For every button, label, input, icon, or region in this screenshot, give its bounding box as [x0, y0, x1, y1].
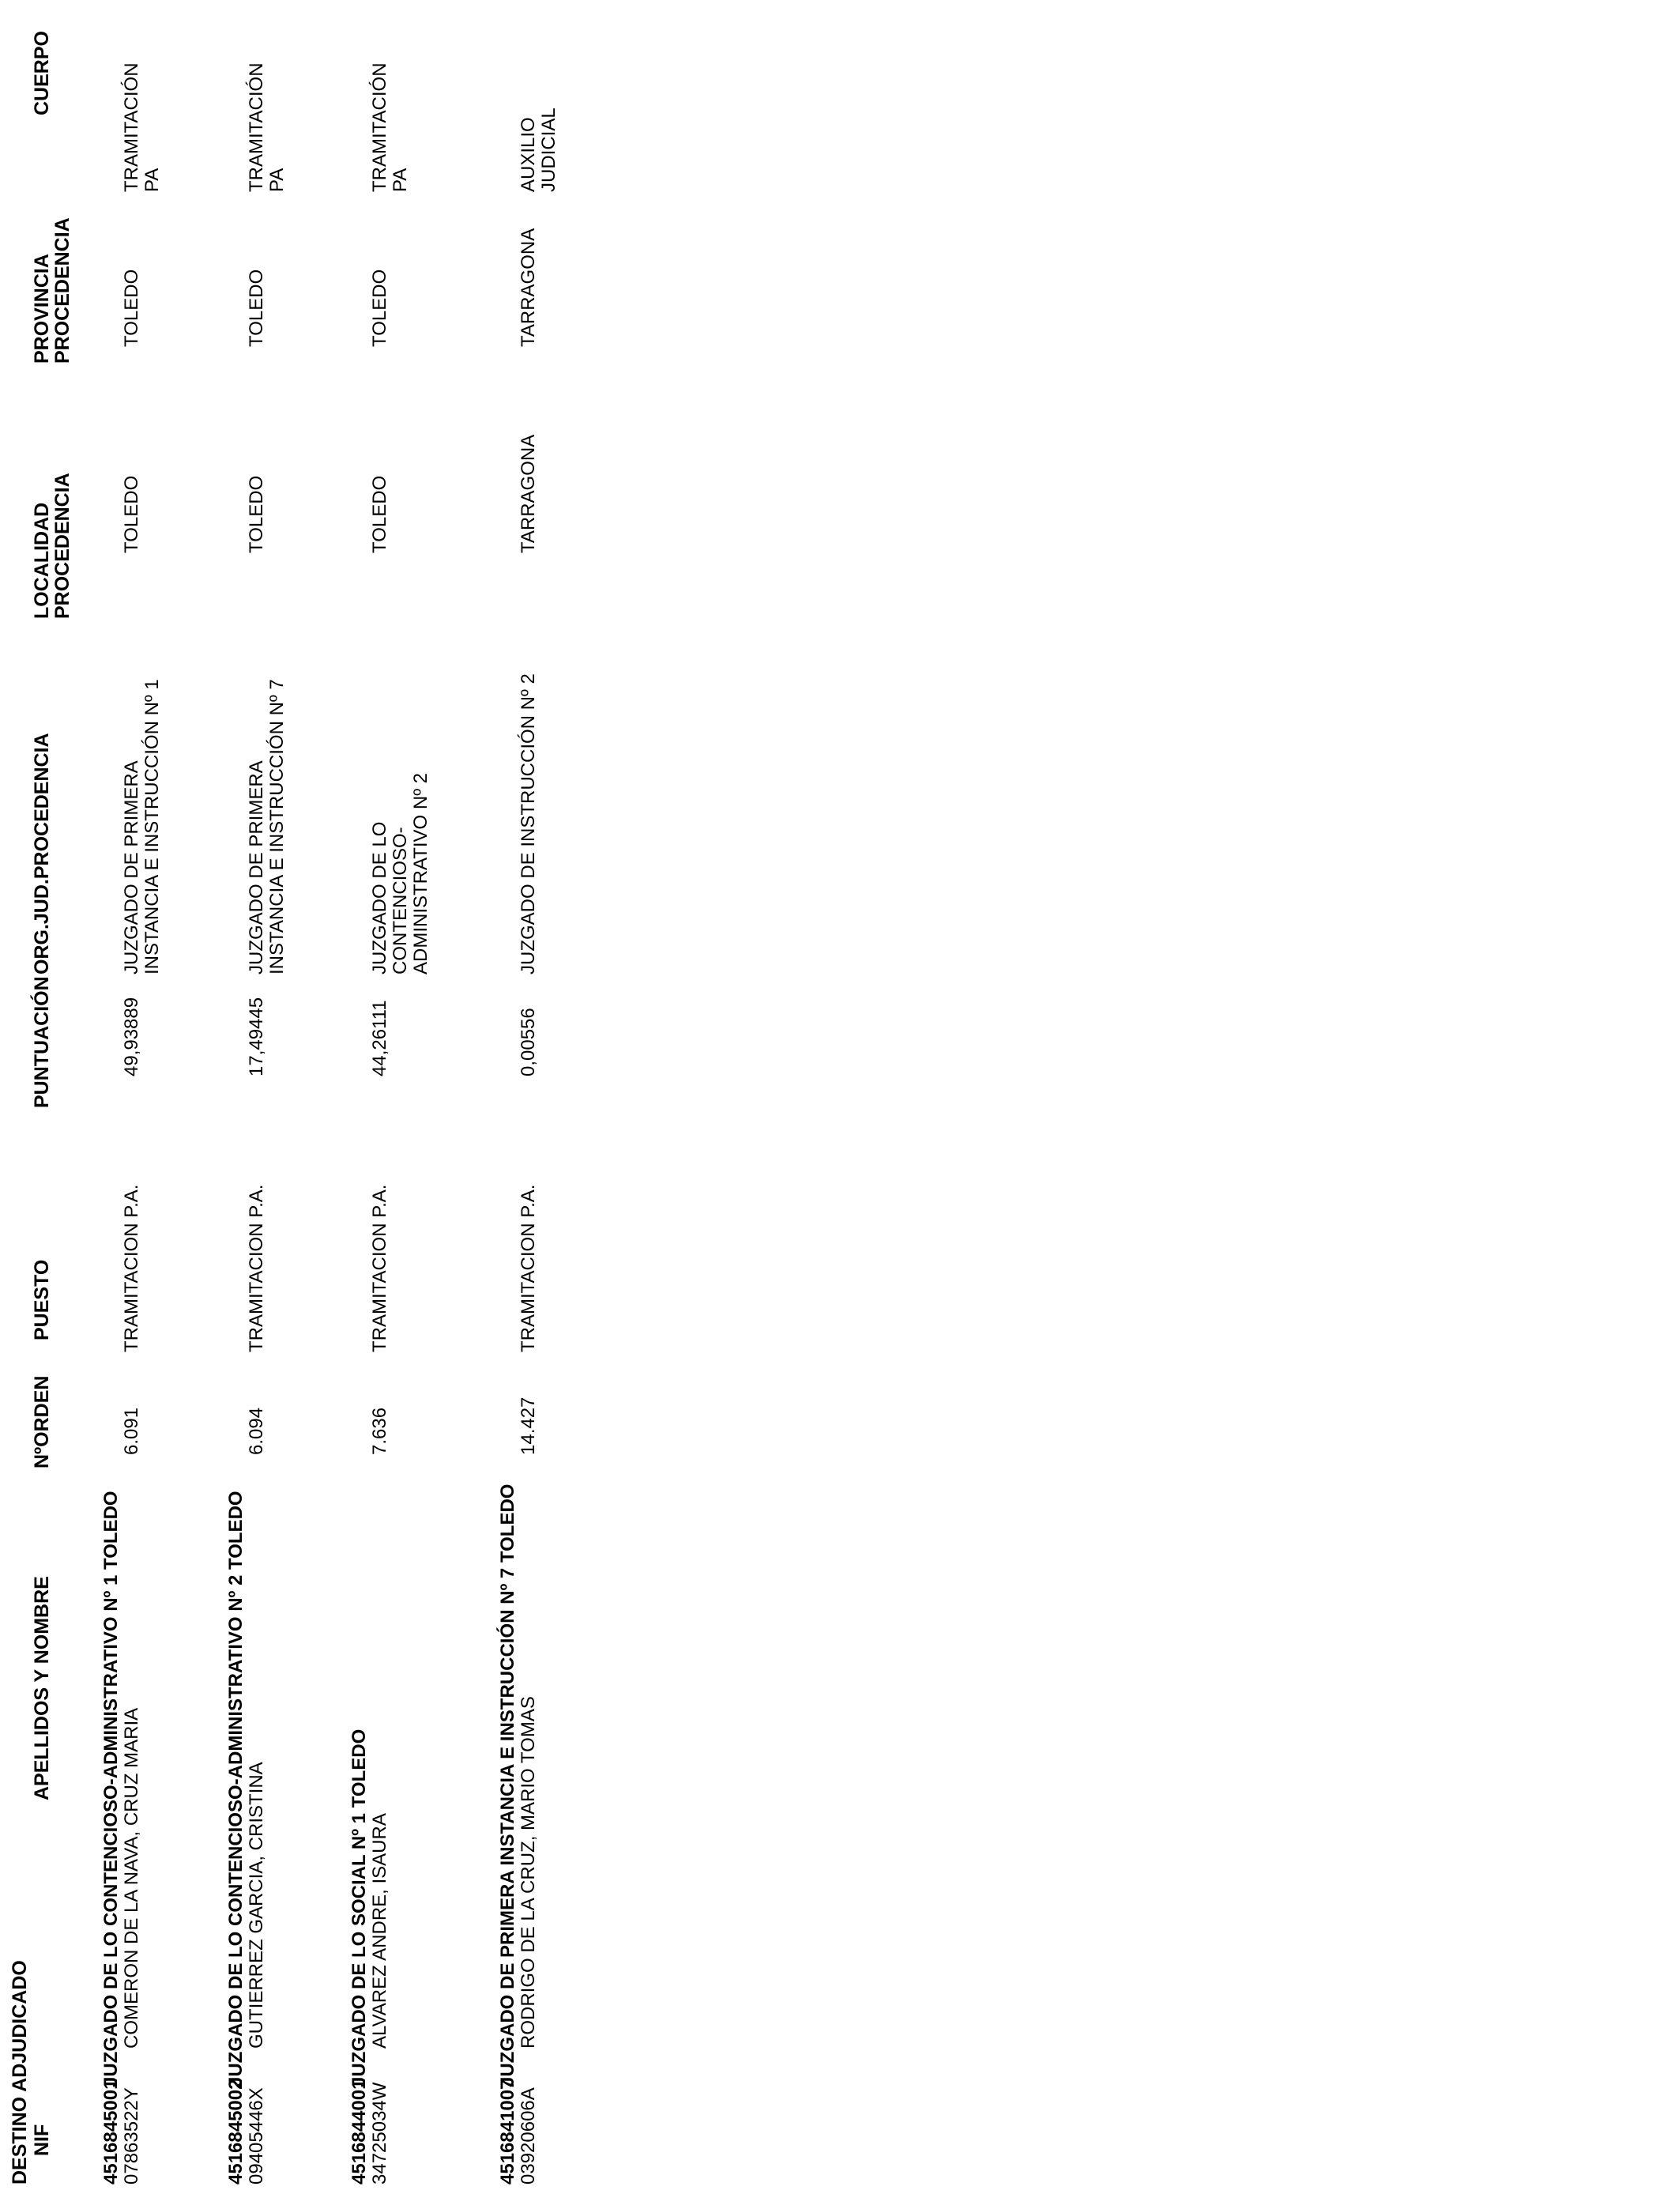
row-puntuacion: 0,00556 [518, 1008, 539, 1076]
row-nif: 03920606A [518, 2087, 539, 2185]
header-cuerpo: CUERPO [31, 31, 53, 115]
row-org: JUZGADO DE INSTRUCCIÓN Nº 2 [518, 673, 539, 974]
group-name: JUZGADO DE LO SOCIAL Nº 1 TOLEDO [348, 1728, 370, 2087]
header-puntuacion: PUNTUACIÓN [31, 976, 53, 1108]
row-cuerpo: TRAMITACIÓN PA [121, 62, 163, 192]
row-provincia: TOLEDO [246, 269, 267, 347]
row-apellidos: COMERON DE LA NAVA, CRUZ MARIA [121, 1707, 142, 2049]
row-puesto: TRAMITACION P.A. [246, 1184, 267, 1352]
header-puesto: PUESTO [31, 1259, 53, 1340]
row-provincia: TOLEDO [369, 269, 390, 347]
row-cuerpo: TRAMITACIÓN PA [246, 62, 288, 192]
header-norden: NºORDEN [31, 1375, 53, 1468]
row-apellidos: RODRIGO DE LA CRUZ, MARIO TOMAS [518, 1696, 539, 2049]
row-localidad: TOLEDO [369, 475, 390, 553]
row-norden: 6.094 [246, 1407, 267, 1455]
row-nif: 34725034W [369, 2082, 390, 2185]
header-provincia: PROVINCIA PROCEDENCIA [31, 217, 73, 364]
row-puntuacion: 17,49445 [246, 997, 267, 1076]
row-cuerpo: TRAMITACIÓN PA [369, 62, 411, 192]
row-org: JUZGADO DE LO CONTENCIOSO- ADMINISTRATIVO Nº 2 [369, 772, 431, 974]
row-puesto: TRAMITACION P.A. [369, 1184, 390, 1352]
row-localidad: TOLEDO [246, 475, 267, 553]
row-apellidos: GUTIERREZ GARCIA, CRISTINA [246, 1762, 267, 2049]
row-norden: 7.636 [369, 1407, 390, 1455]
row-puntuacion: 49,93889 [121, 997, 142, 1076]
row-provincia: TOLEDO [121, 269, 142, 347]
group-code: 4516845002 [225, 2079, 247, 2185]
group-name: JUZGADO DE PRIMERA INSTANCIA E INSTRUCCIÓN Nº 7 TOLEDO [497, 1483, 518, 2087]
group-name: JUZGADO DE LO CONTENCIOSO-ADMINISTRATIVO Nº 2 TOLEDO [225, 1491, 247, 2087]
row-cuerpo: AUXILIO JUDICIAL [518, 107, 559, 192]
page-title: DESTINO ADJUDICADO [9, 1960, 31, 2185]
header-nif: NIF [31, 2124, 53, 2156]
row-nif: 09405446X [246, 2087, 267, 2185]
group-code: 4516841007 [497, 2079, 518, 2185]
row-localidad: TOLEDO [121, 475, 142, 553]
group-name: JUZGADO DE LO CONTENCIOSO-ADMINISTRATIVO Nº 1 TOLEDO [100, 1491, 122, 2087]
row-nif: 07863522Y [121, 2087, 142, 2185]
group-code: 4516844001 [348, 2079, 370, 2185]
header-localidad: LOCALIDAD PROCEDENCIA [31, 473, 73, 619]
row-apellidos: ALVAREZ ANDRE, ISAURA [369, 1813, 390, 2049]
row-puesto: TRAMITACION P.A. [518, 1184, 539, 1352]
row-provincia: TARRAGONA [518, 228, 539, 347]
group-code: 4516845001 [100, 2079, 122, 2185]
row-puesto: TRAMITACION P.A. [121, 1184, 142, 1352]
row-org: JUZGADO DE PRIMERA INSTANCIA E INSTRUCCIÓN Nº 1 [121, 679, 163, 974]
row-norden: 6.091 [121, 1407, 142, 1455]
header-org: ORG.JUD.PROCEDENCIA [31, 733, 53, 974]
row-puntuacion: 44,26111 [369, 1000, 390, 1076]
row-localidad: TARRAGONA [518, 434, 539, 553]
row-norden: 14.427 [518, 1397, 539, 1455]
header-apellidos: APELLIDOS Y NOMBRE [31, 1576, 53, 1800]
row-org: JUZGADO DE PRIMERA INSTANCIA E INSTRUCCIÓN Nº 7 [246, 679, 288, 974]
